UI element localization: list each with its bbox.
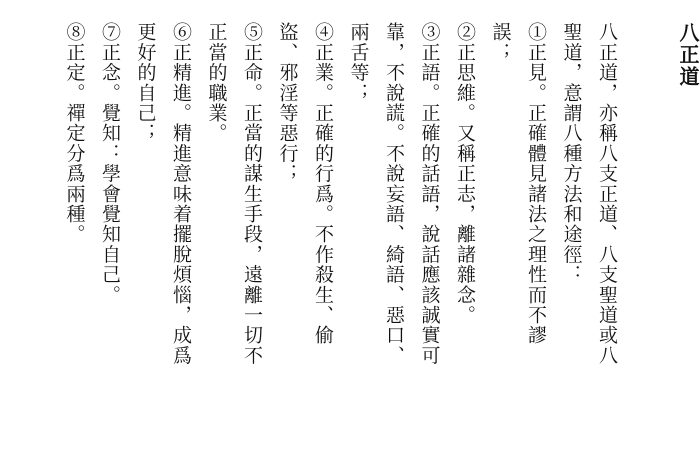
- section-heading: 八正道: [676, 22, 700, 88]
- text-column: ⑧正定。禪定分爲兩種。: [63, 22, 86, 245]
- text-column: ⑦正念。覺知：學會覺知自己。: [99, 22, 121, 305]
- vertical-body-text: [56, 22, 624, 462]
- text-column: ②正思維。又稱正志，離諸雜念。: [454, 22, 476, 325]
- text-column: 更好的自己；: [134, 22, 157, 144]
- text-column: 盜、邪淫等惡行；: [276, 22, 299, 184]
- text-column: 兩舌等；: [347, 22, 370, 103]
- text-column: ⑤正命。正當的謀生手段，遠離一切不: [241, 22, 263, 366]
- text-column: ⑥正精進。精進意味着擺脫煩惱，成爲: [170, 22, 192, 366]
- text-column: 誤；: [489, 22, 512, 63]
- text-column: ④正業。正確的行爲。不作殺生、偷: [312, 22, 334, 346]
- text-column: 聖道，意謂八種方法和途徑：: [560, 22, 583, 285]
- text-column: 靠，不說謊。不說妄語、綺語、惡口、: [383, 22, 405, 366]
- text-column: ①正見。正確體見諸法之理性而不謬: [525, 22, 547, 346]
- text-column: 正當的職業。: [205, 22, 228, 144]
- text-column: 八正道，亦稱八支正道、八支聖道或八: [596, 22, 618, 366]
- text-column: ③正語。正確的話語，說話應該誠實可: [418, 22, 441, 366]
